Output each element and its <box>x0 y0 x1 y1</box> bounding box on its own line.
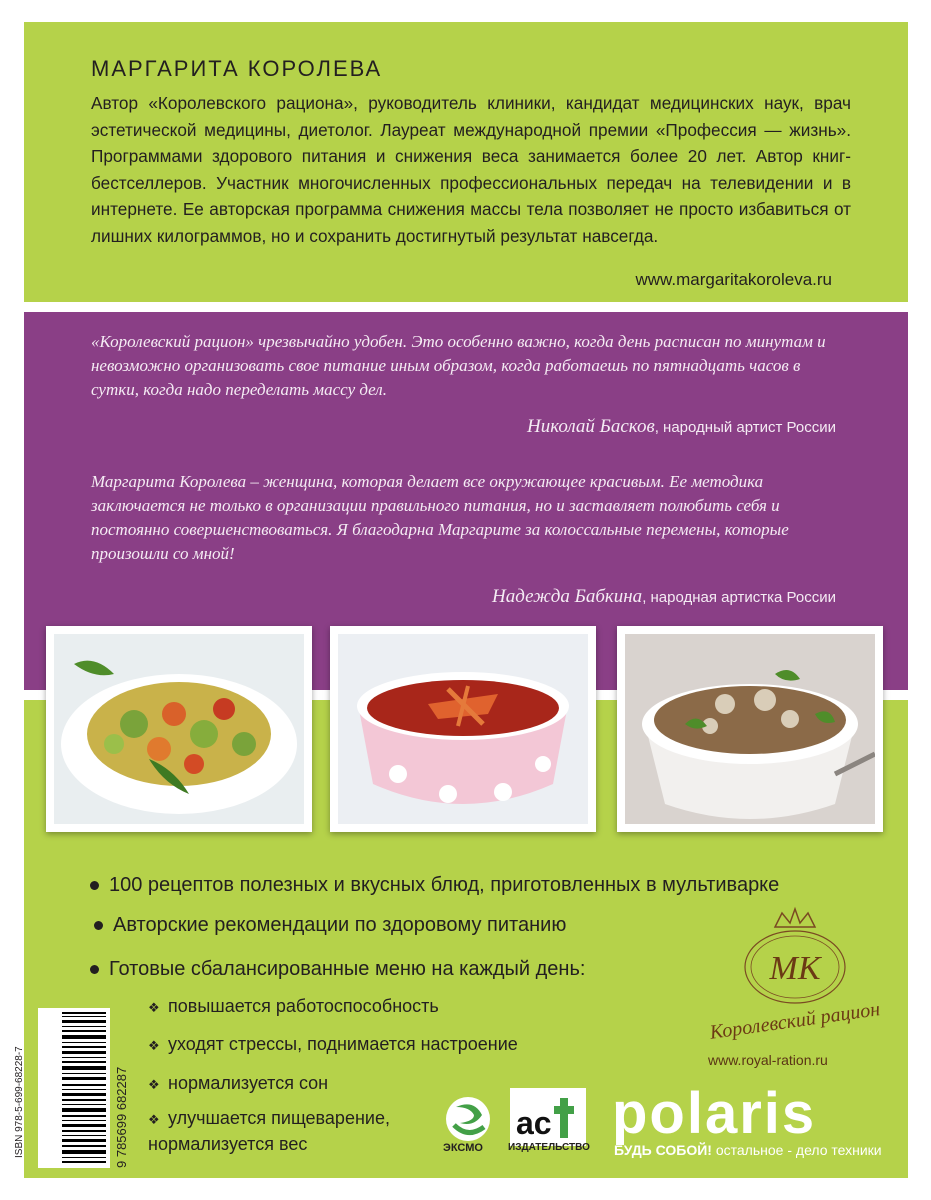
testimonial-signature <box>492 586 836 608</box>
ast-logo <box>510 1088 586 1146</box>
vegetable-stew-image <box>54 634 304 824</box>
feature-text: 100 рецептов полезных и вкусных блюд, приготовленных в мультиварке <box>109 874 780 896</box>
diamond-bullet-icon: ❖ <box>148 1112 160 1127</box>
author-bio: Автор «Королевского рациона», руководитель клиники, кандидат медицинских наук, врач эстетической медицины, диетолог. Лауреат международной премии «Профессия — жизнь». Программами здорового питания и снижения веса занимается более 20 лет. Автор книг-бестселлеров. Участник многочисленных профессиональных передач на телевидении и в интернете. Ее авторская программа снижения массы тела позволяет не просто избавиться от лишних килограммов, но и сохранить достигнутый результат навсегда. <box>91 93 851 246</box>
polaris-slogan <box>614 1142 882 1158</box>
benefit-item <box>148 1032 518 1058</box>
testimonial-author: Надежда Бабкина <box>492 586 643 607</box>
benefit-text: уходят стрессы, поднимается настроение <box>168 1034 518 1054</box>
barcode <box>38 1008 110 1168</box>
benefit-text: повышается работоспособность <box>168 996 439 1016</box>
svg-text:ас: ас <box>516 1105 552 1141</box>
testimonial-text: «Королевский рацион» чрезвычайно удобен. Это особенно важно, когда день расписан по минутам и невозможно организовать свое питание иным образом, когда работаешь по пятнадцать часов в сутки, когда надо переделать массу дел. <box>91 332 826 399</box>
benefit-item <box>148 1071 328 1097</box>
buckwheat-photo <box>617 626 883 832</box>
testimonial-signature <box>527 416 836 438</box>
royal-ration-title: Королевский рацион <box>708 998 882 1044</box>
diamond-bullet-icon: ❖ <box>148 1077 160 1092</box>
ast-label: ИЗДАТЕЛЬСТВО <box>508 1142 590 1153</box>
bullet-icon <box>90 965 99 974</box>
benefit-item <box>148 994 439 1020</box>
benefit-text: нормализуется сон <box>168 1073 329 1093</box>
testimonial-role: , народная артистка России <box>642 589 836 606</box>
svg-text:МК: МК <box>769 950 821 987</box>
bullet-icon <box>90 881 99 890</box>
buckwheat-image <box>625 634 875 824</box>
bullet-icon <box>94 921 103 930</box>
polaris-slogan-rest: остальное - дело техники <box>711 1142 882 1158</box>
author-website[interactable]: www.margaritakoroleva.ru <box>635 270 832 289</box>
barcode-bars <box>38 1008 110 1168</box>
feature-item <box>90 958 585 981</box>
diamond-bullet-icon: ❖ <box>148 1000 160 1015</box>
testimonial-author: Николай Басков <box>526 416 655 437</box>
feature-item <box>94 914 566 937</box>
diamond-bullet-icon: ❖ <box>148 1038 160 1053</box>
barcode-digits: 9 785699 682287 <box>114 1066 129 1168</box>
testimonial-role: , народный артист России <box>654 419 836 436</box>
benefit-text: улучшается пищеварение, нормализуется вес <box>148 1108 390 1154</box>
polaris-logo: polaris <box>612 1081 817 1146</box>
feature-item <box>90 874 779 897</box>
vegetable-stew-photo <box>46 626 312 832</box>
feature-text: Готовые сбалансированные меню на каждый день: <box>109 958 586 980</box>
author-name: МАРГАРИТА КОРОЛЕВА <box>91 56 383 81</box>
testimonial-text: Маргарита Королева – женщина, которая делает все окружающее красивым. Ее методика заключается не только в организации правильного питания, но и заставляет полюбить себя и постоянно совершенствоваться. Я благодарна Маргарите за колоссальные перемены, которые произошли со мной! <box>91 472 789 563</box>
polaris-slogan-bold: БУДЬ СОБОЙ! <box>614 1142 712 1158</box>
borscht-image <box>338 634 588 824</box>
benefit-item <box>148 1106 448 1156</box>
borscht-photo <box>330 626 596 832</box>
royal-ration-website[interactable]: www.royal-ration.ru <box>708 1052 828 1068</box>
eksmo-label: ЭКСМО <box>443 1142 483 1154</box>
feature-text: Авторские рекомендации по здоровому питанию <box>113 914 567 936</box>
author-section <box>24 22 908 302</box>
isbn-label: ISBN 978-5-699-68228-7 <box>14 1046 25 1158</box>
